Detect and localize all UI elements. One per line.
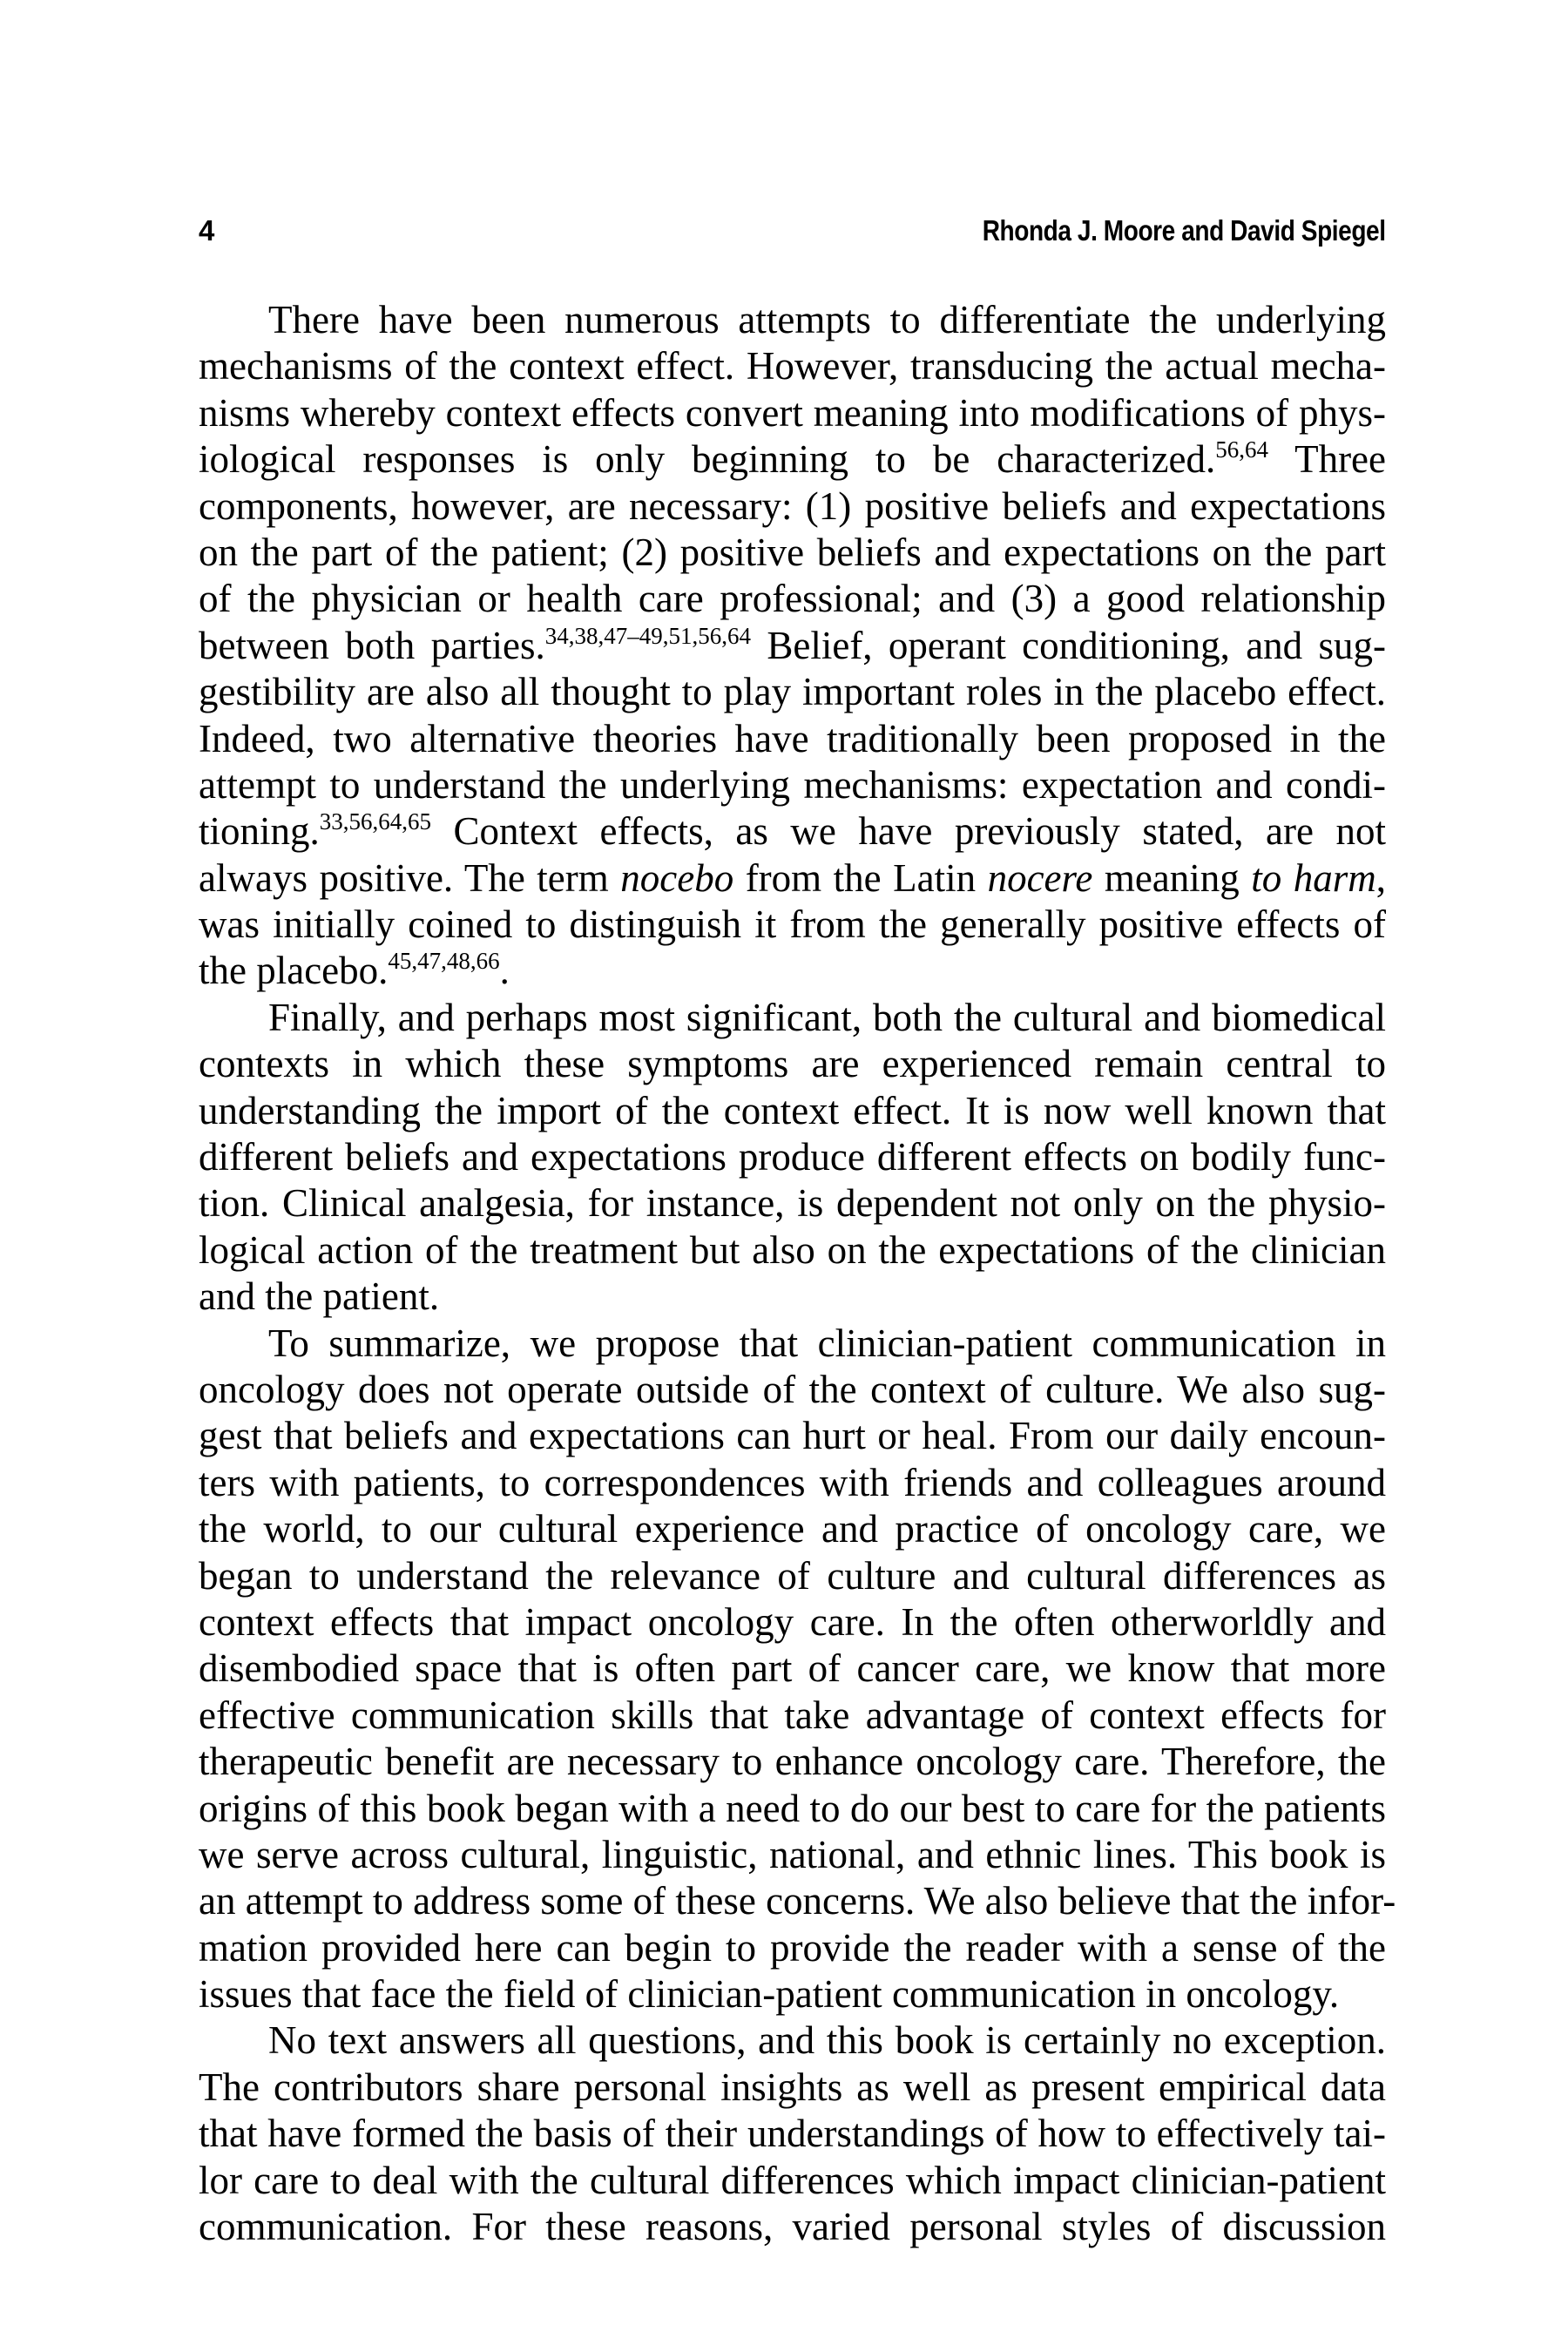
italic-term: nocebo [620,855,734,900]
running-head-authors: Rhonda J. Moore and David Spiegel [983,214,1386,247]
text-run: an attempt to address some of these concerns. We also believe that the infor- [199,1879,1396,1923]
text-line [199,576,1386,622]
text-run: began to understand the relevance of culture and cultural differences as [199,1553,1386,1598]
text-line [199,1599,1386,1646]
text-run: the world, to our cultural experience and practice of oncology care, we [199,1507,1386,1551]
text-run: on the part of the patient; (2) positive beliefs and expectations on the part [199,530,1386,574]
text-run: context effects that impact oncology care. In the often otherworldly and [199,1599,1386,1644]
text-run: attempt to understand the underlying mechanisms: expectation and condi- [199,762,1386,807]
text-run: There have been numerous attempts to differentiate the underlying [268,298,1386,341]
text-line [199,623,1386,669]
text-line [199,1506,1386,1552]
text-run: always positive. The term [199,855,621,900]
text-line [199,1925,1386,1971]
text-line [199,1227,1386,1274]
text-line [199,1088,1386,1134]
text-line [199,2111,1386,2157]
text-run: mation provided here can begin to provide the reader with a sense of the [199,1925,1386,1970]
text-line [199,1739,1386,1785]
text-run: , [1375,855,1386,900]
text-line [199,1134,1386,1180]
text-run: from the Latin [733,855,988,900]
citation-superscript: 45,47,48,66 [388,948,500,975]
text-run: gest that beliefs and expectations can hurt or heal. From our daily encoun- [199,1414,1386,1458]
text-run: Finally, and perhaps most significant, both the cultural and biomedical [268,995,1386,1039]
text-run: effective communication skills that take advantage of context effects for [199,1693,1386,1737]
text-line [199,1878,1396,1924]
text-run: mechanisms of the context effect. However, transducing the actual mecha- [199,344,1386,389]
text-run: nisms whereby context effects convert meaning into modifications of phys- [199,390,1386,435]
text-run: oncology does not operate outside of the context of culture. We also sug- [199,1367,1386,1411]
text-line [199,1693,1386,1739]
text-line [199,2204,1386,2250]
text-run: of the physician or health care professional; and (3) a good relationship [199,577,1386,621]
text-line [199,948,1386,994]
page-number: 4 [199,214,215,247]
paragraph [199,995,1386,1321]
text-run: components, however, are necessary: (1) positive beliefs and expectations [199,483,1386,528]
text-run: that have formed the basis of their understandings of how to effectively tai- [199,2112,1386,2156]
text-line [199,1786,1386,1832]
text-line [199,2065,1386,2111]
text-line [199,530,1386,576]
text-run: communication. For these reasons, varied personal styles of discussion [199,2205,1386,2249]
paragraph [199,1321,1396,2018]
text-run: tion. Clinical analgesia, for instance, is dependent not only on the physio- [199,1181,1386,1226]
text-run: was initially coined to distinguish it from the generally positive effects of [199,902,1386,947]
text-run: To summarize, we propose that clinician-patient communication in [268,1321,1386,1365]
text-run: . [499,949,510,993]
text-line [199,1832,1386,1878]
text-line [199,436,1386,483]
text-run: understanding the import of the context effect. It is now well known that [199,1088,1386,1132]
text-run: Three [1268,437,1387,482]
page-header [199,214,1386,249]
text-run: No text answers all questions, and this book is certainly no exception. [268,2018,1386,2063]
text-run: different beliefs and expectations produce different effects on bodily func- [199,1135,1386,1179]
text-run: iological responses is only beginning to be characterized. [199,437,1216,482]
text-run: therapeutic benefit are necessary to enhance oncology care. Therefore, the [199,1740,1386,1784]
text-run: The contributors share personal insights as well as present empirical data [199,2065,1386,2109]
text-line [199,297,1386,343]
text-line [199,1971,1386,2017]
text-line [199,1041,1386,1087]
paragraph [199,297,1386,995]
text-line [199,2017,1386,2064]
text-run: issues that face the field of clinician-patient communication in oncology. [199,1972,1340,2017]
text-line [199,995,1386,1041]
text-run: the placebo. [199,949,389,993]
text-line [199,855,1386,902]
text-line [199,390,1386,436]
text-line [199,669,1386,715]
italic-term: nocere [987,855,1093,900]
text-run: Context effects, as we have previously stated, are not [431,809,1386,854]
text-run: ters with patients, to correspondences with friends and colleagues around [199,1460,1386,1504]
text-line [199,2158,1386,2204]
text-line [199,483,1386,530]
citation-superscript: 33,56,64,65 [319,808,432,835]
text-run: Belief, operant conditioning, and sug- [751,623,1386,667]
text-run: and the patient. [199,1274,440,1319]
text-line [199,1180,1386,1227]
text-line [199,1413,1386,1459]
text-line [199,1460,1386,1506]
text-run: lor care to deal with the cultural differences which impact clinician-patient [199,2158,1386,2202]
text-run: tioning. [199,809,320,854]
italic-term: to harm [1251,855,1376,900]
text-run: logical action of the treatment but also on the expectations of the clinician [199,1227,1386,1272]
text-run: gestibility are also all thought to play important roles in the placebo effect. [199,670,1386,714]
text-line [199,1367,1386,1413]
text-run: Indeed, two alternative theories have traditionally been proposed in the [199,716,1386,760]
citation-superscript: 56,64 [1215,436,1268,463]
text-line [199,716,1386,762]
text-run: we serve across cultural, linguistic, national, and ethnic lines. This book is [199,1832,1386,1876]
text-run: between both parties. [199,623,545,667]
citation-superscript: 34,38,47–49,51,56,64 [544,622,752,649]
text-line [199,762,1386,808]
text-run: disembodied space that is often part of cancer care, we know that more [199,1646,1386,1691]
body-text [199,297,1396,2250]
text-line [199,902,1386,948]
paragraph [199,2017,1386,2250]
text-line [199,808,1386,855]
text-run: contexts in which these symptoms are experienced remain central to [199,1042,1386,1086]
text-line [199,1646,1386,1692]
text-line [199,343,1386,389]
text-run: meaning [1092,855,1252,900]
text-run: origins of this book began with a need to do our best to care for the patients [199,1786,1386,1830]
text-line [199,1553,1386,1599]
text-line [199,1274,1386,1320]
text-line [199,1321,1386,1367]
